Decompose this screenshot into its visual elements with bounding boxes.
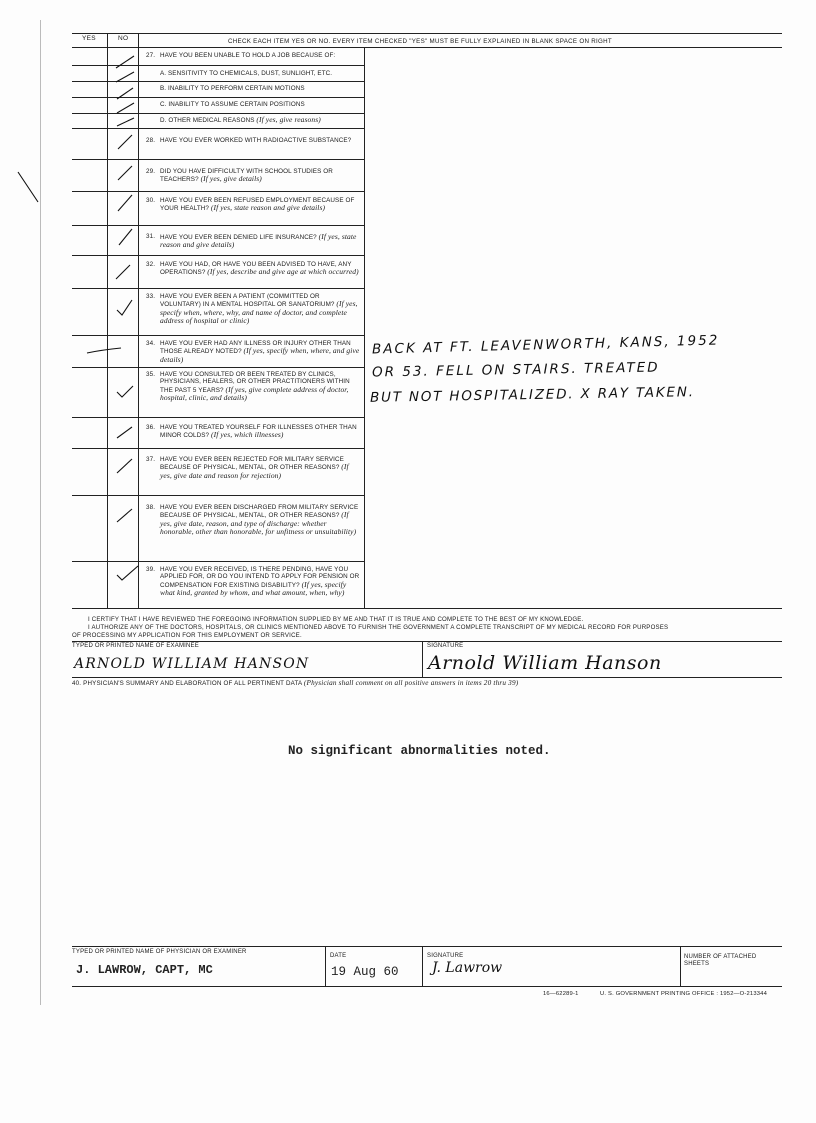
- question-38: 38. HAVE YOU EVER BEEN DISCHARGED FROM MILITARY SERVICE BECAUSE OF PHYSICAL, MENTAL, OR OTHER REASONS? (If yes, give date, reason, and type of discharge: whether honorable, other than honorable, for unfitness or unsuitability): [146, 504, 359, 536]
- examinee-name-value: ARNOLD WILLIAM HANSON: [74, 656, 310, 672]
- question-32: 32. HAVE YOU HAD, OR HAVE YOU BEEN ADVISED TO HAVE, ANY OPERATIONS? (If yes, describe and give age at which occurred): [146, 261, 359, 277]
- date-value: 19 Aug 60: [331, 965, 399, 979]
- no-checkmark-30: [114, 192, 138, 214]
- physician-signature: J. Lawrow: [432, 960, 503, 976]
- date-label: DATE: [330, 953, 347, 959]
- no-checkmark-31: [114, 226, 138, 248]
- examinee-name-label: TYPED OR PRINTED NAME OF EXAMINEE: [72, 643, 199, 649]
- question-36: 36. HAVE YOU TREATED YOURSELF FOR ILLNESSES OTHER THAN MINOR COLDS? (If yes, which illnesses): [146, 424, 357, 440]
- summary-label: 40. PHYSICIAN'S SUMMARY AND ELABORATION OF ALL PERTINENT DATA (Physician shall comment on all positive answers in items 20 thru 39): [72, 679, 519, 687]
- question-33: 33. HAVE YOU EVER BEEN A PATIENT (COMMITTED OR VOLUNTARY) IN A MENTAL HOSPITAL OR SANATORIUM? (If yes, specify when, where, why, and name of doctor, and complete address of hospital or clinic): [146, 293, 358, 325]
- question-27: 27. HAVE YOU BEEN UNABLE TO HOLD A JOB BECAUSE OF:: [146, 52, 336, 59]
- no-checkmark-34: [85, 344, 125, 356]
- summary-text: No significant abnormalities noted.: [288, 744, 551, 758]
- attached-sheets-label: NUMBER OF ATTACHED SHEETS: [684, 954, 757, 967]
- form-number: 16—62289-1: [543, 991, 579, 997]
- no-column-header: NO: [118, 35, 129, 42]
- question-35: 35. HAVE YOU CONSULTED OR BEEN TREATED BY CLINICS, PHYSICIANS, HEALERS, OR OTHER PRACTITIONERS WITHIN THE PAST 5 YEARS? (If yes, give complete address of doctor, hospital, clinic, and details): [146, 371, 350, 402]
- question-27c: C. INABILITY TO ASSUME CERTAIN POSITIONS: [160, 101, 305, 108]
- explanation-line-3: BUT NOT HOSPITALIZED. X RAY TAKEN.: [369, 384, 695, 406]
- no-checkmark-27a: [114, 69, 138, 85]
- yes-column-header: YES: [82, 35, 96, 42]
- no-checkmark-29: [114, 163, 138, 183]
- question-29: 29. DID YOU HAVE DIFFICULTY WITH SCHOOL STUDIES OR TEACHERS? (If yes, give details): [146, 168, 333, 184]
- question-39: 39. HAVE YOU EVER RECEIVED, IS THERE PENDING, HAVE YOU APPLIED FOR, OR DO YOU INTEND TO APPLY FOR PENSION OR COMPENSATION FOR EXISTING DISABILITY? (If yes, specify what kind, granted by whom, and what amount, when, why): [146, 566, 360, 597]
- instruction-header: CHECK EACH ITEM YES OR NO. EVERY ITEM CHECKED "YES" MUST BE FULLY EXPLAINED IN BLANK SPACE ON RIGHT: [228, 38, 612, 45]
- explanation-line-1: BACK AT FT. LEAVENWORTH, KANS, 1952: [371, 332, 720, 358]
- no-checkmark-37: [114, 456, 138, 476]
- certification-line-1: I CERTIFY THAT I HAVE REVIEWED THE FOREGOING INFORMATION SUPPLIED BY ME AND THAT IT IS TRUE AND COMPLETE TO THE BEST OF MY KNOWLEDGE.: [88, 616, 584, 623]
- no-checkmark-28: [114, 132, 138, 152]
- question-31: 31. HAVE YOU EVER BEEN DENIED LIFE INSURANCE? (If yes, state reason and give details): [146, 232, 357, 250]
- question-27d: D. OTHER MEDICAL REASONS (If yes, give reasons): [160, 115, 321, 124]
- no-checkmark-27: [114, 54, 138, 70]
- question-34: 34. HAVE YOU EVER HAD ANY ILLNESS OR INJURY OTHER THAN THOSE ALREADY NOTED? (If yes, specify when, where, and give details): [146, 340, 360, 364]
- physician-signature-label: SIGNATURE: [427, 953, 464, 959]
- physician-name-label: TYPED OR PRINTED NAME OF PHYSICIAN OR EXAMINER: [72, 949, 247, 955]
- no-checkmark-38: [114, 506, 138, 526]
- no-checkmark-32: [112, 262, 136, 282]
- certification-line-2: I AUTHORIZE ANY OF THE DOCTORS, HOSPITALS, OR CLINICS MENTIONED ABOVE TO FURNISH THE GOVERNMENT A COMPLETE TRANSCRIPT OF MY MEDICAL RECORD FOR PURPOSES: [88, 624, 669, 631]
- no-checkmark-36: [114, 424, 138, 444]
- no-checkmark-39: [114, 564, 142, 582]
- no-checkmark-35: [114, 384, 138, 400]
- physician-name-value: J. LAWROW, CAPT, MC: [76, 963, 213, 977]
- no-checkmark-27d: [114, 114, 138, 130]
- explanation-line-2: OR 53. FELL ON STAIRS. TREATED: [371, 359, 660, 381]
- question-37: 37. HAVE YOU EVER BEEN REJECTED FOR MILITARY SERVICE BECAUSE OF PHYSICAL, MENTAL, OR OTHER REASONS? (If yes, give date and reason for rejection): [146, 456, 349, 480]
- printer-imprint: U. S. GOVERNMENT PRINTING OFFICE : 1952—O-213344: [600, 991, 768, 997]
- question-30: 30. HAVE YOU EVER BEEN REFUSED EMPLOYMENT BECAUSE OF YOUR HEALTH? (If yes, state reason and give details): [146, 197, 355, 213]
- examinee-signature-label: SIGNATURE: [427, 643, 464, 649]
- certification-line-3: OF PROCESSING MY APPLICATION FOR THIS EMPLOYMENT OR SERVICE.: [72, 632, 302, 639]
- question-28: 28. HAVE YOU EVER WORKED WITH RADIOACTIVE SUBSTANCE?: [146, 137, 352, 144]
- examinee-signature: Arnold William Hanson: [428, 652, 662, 674]
- margin-mark: [16, 170, 42, 206]
- question-27a: A. SENSITIVITY TO CHEMICALS, DUST, SUNLIGHT, ETC.: [160, 70, 333, 77]
- no-checkmark-33: [114, 298, 138, 318]
- question-27b: B. INABILITY TO PERFORM CERTAIN MOTIONS: [160, 85, 305, 92]
